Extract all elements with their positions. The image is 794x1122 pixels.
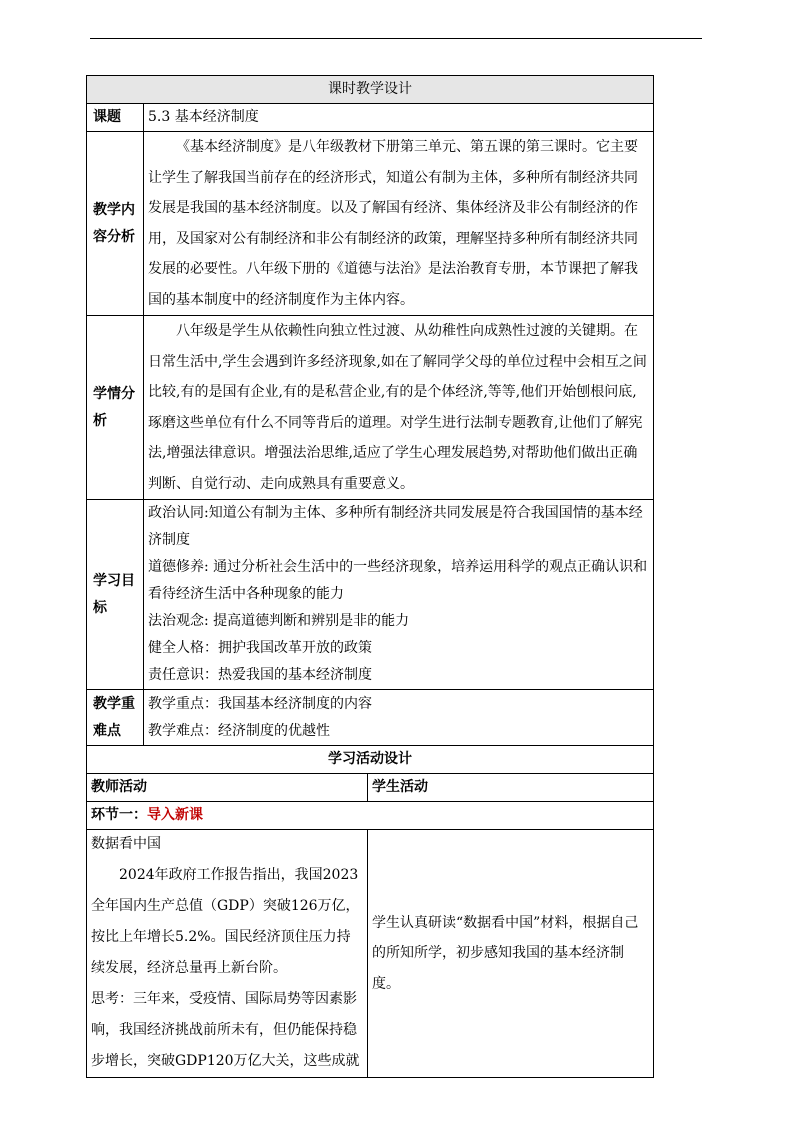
key-points-label: 教学重 难点 (87, 690, 144, 746)
key-points-row (87, 690, 654, 746)
content-analysis-label: 教学内 容分析 (87, 132, 144, 316)
teacher-question: 思考：三年来，受疫情、国际局势等因素影响，我国经济挑战前所未有，但仍能保持稳步增长，突破GDP120万亿大关，这些成就 (91, 991, 360, 1069)
header-rule (90, 38, 702, 39)
teacher-heading: 数据看中国 (91, 836, 161, 852)
objective-item: 健全人格：拥护我国改革开放的政策 (148, 640, 372, 656)
student-activity-content: 学生认真研读“数据看中国”材料，根据自己的所知所学，初步感知我国的基本经济制度。 (368, 830, 654, 1078)
lesson-value: 5.3 基本经济制度 (144, 104, 654, 132)
key-point-item: 教学重点：我国基本经济制度的内容 (148, 695, 372, 712)
content-analysis-row (87, 132, 654, 316)
key-point-item: 教学难点：经济制度的优越性 (148, 722, 330, 739)
objective-item: 责任意识：热爱我国的基本经济制度 (148, 667, 372, 683)
student-analysis-text: 八年级是学生从依赖性向独立性过渡、从幼稚性向成熟性过渡的关键期。在日常生活中,学生会遇到许多经济现象,如在了解同学父母的单位过程中会相互之间比较,有的是国有企业,有的是私营企业,有的是个体经济,等等,他们开始刨根问底,琢磨这些单位有什么不同等背后的道理。对学生进行法制专题教育,让他们了解宪法,增强法律意识。增强法治思维,适应了学生心理发展趋势,对帮助他们做出正确判断、自觉行动、走向成熟具有重要意义。 (144, 316, 654, 500)
activity-content-row (87, 830, 654, 1078)
page-title: 课时教学设计 (87, 76, 654, 104)
activity-header-row (87, 774, 654, 802)
objectives-row (87, 500, 654, 690)
lesson-label: 课题 (87, 104, 144, 132)
student-analysis-label: 学情分 析 (87, 316, 144, 500)
teacher-activity-header: 教师活动 (87, 774, 368, 802)
section-prefix: 环节一： (91, 807, 147, 823)
objective-item: 法治观念: 提高道德判断和辨别是非的能力 (148, 613, 410, 629)
student-analysis-row (87, 316, 654, 500)
title-row (87, 76, 654, 104)
student-activity-header: 学生活动 (368, 774, 654, 802)
lesson-design-table (86, 75, 654, 1078)
teacher-paragraph: 2024年政府工作报告指出，我国2023全年国内生产总值（GDP）突破126万亿，按比上年增长5.2%。国民经济顶住压力持续发展，经济总量再上新台阶。 (91, 867, 360, 976)
objectives-label: 学习目 标 (87, 500, 144, 690)
objective-item: 政治认同:知道公有制为主体、多种所有制经济共同发展是符合我国国情的基本经济制度 (148, 505, 643, 548)
key-points-list (144, 690, 654, 746)
section-row (87, 802, 654, 830)
objectives-list (144, 500, 654, 690)
activity-title-row (87, 746, 654, 774)
objective-item: 道德修养: 通过分析社会生活中的一些经济现象，培养运用科学的观点正确认识和看待经济生活中各种现象的能力 (148, 559, 648, 602)
content-analysis-text: 《基本经济制度》是八年级教材下册第三单元、第五课的第三课时。它主要让学生了解我国当前存在的经济形式，知道公有制为主体，多种所有制经济共同发展是我国的基本经济制度。以及了解国有经济、集体经济及非公有制经济的作用，及国家对公有制经济和非公有制经济的政策，理解坚持多种所有制经济共同发展的必要性。八年级下册的《道德与法治》是法治教育专册，本节课把了解我国的基本制度中的经济制度作为主体内容。 (144, 132, 654, 316)
activity-design-title: 学习活动设计 (87, 746, 654, 774)
section-heading (87, 802, 654, 830)
section-name: 导入新课 (147, 807, 203, 823)
teacher-activity-content (87, 830, 368, 1078)
lesson-row (87, 104, 654, 132)
